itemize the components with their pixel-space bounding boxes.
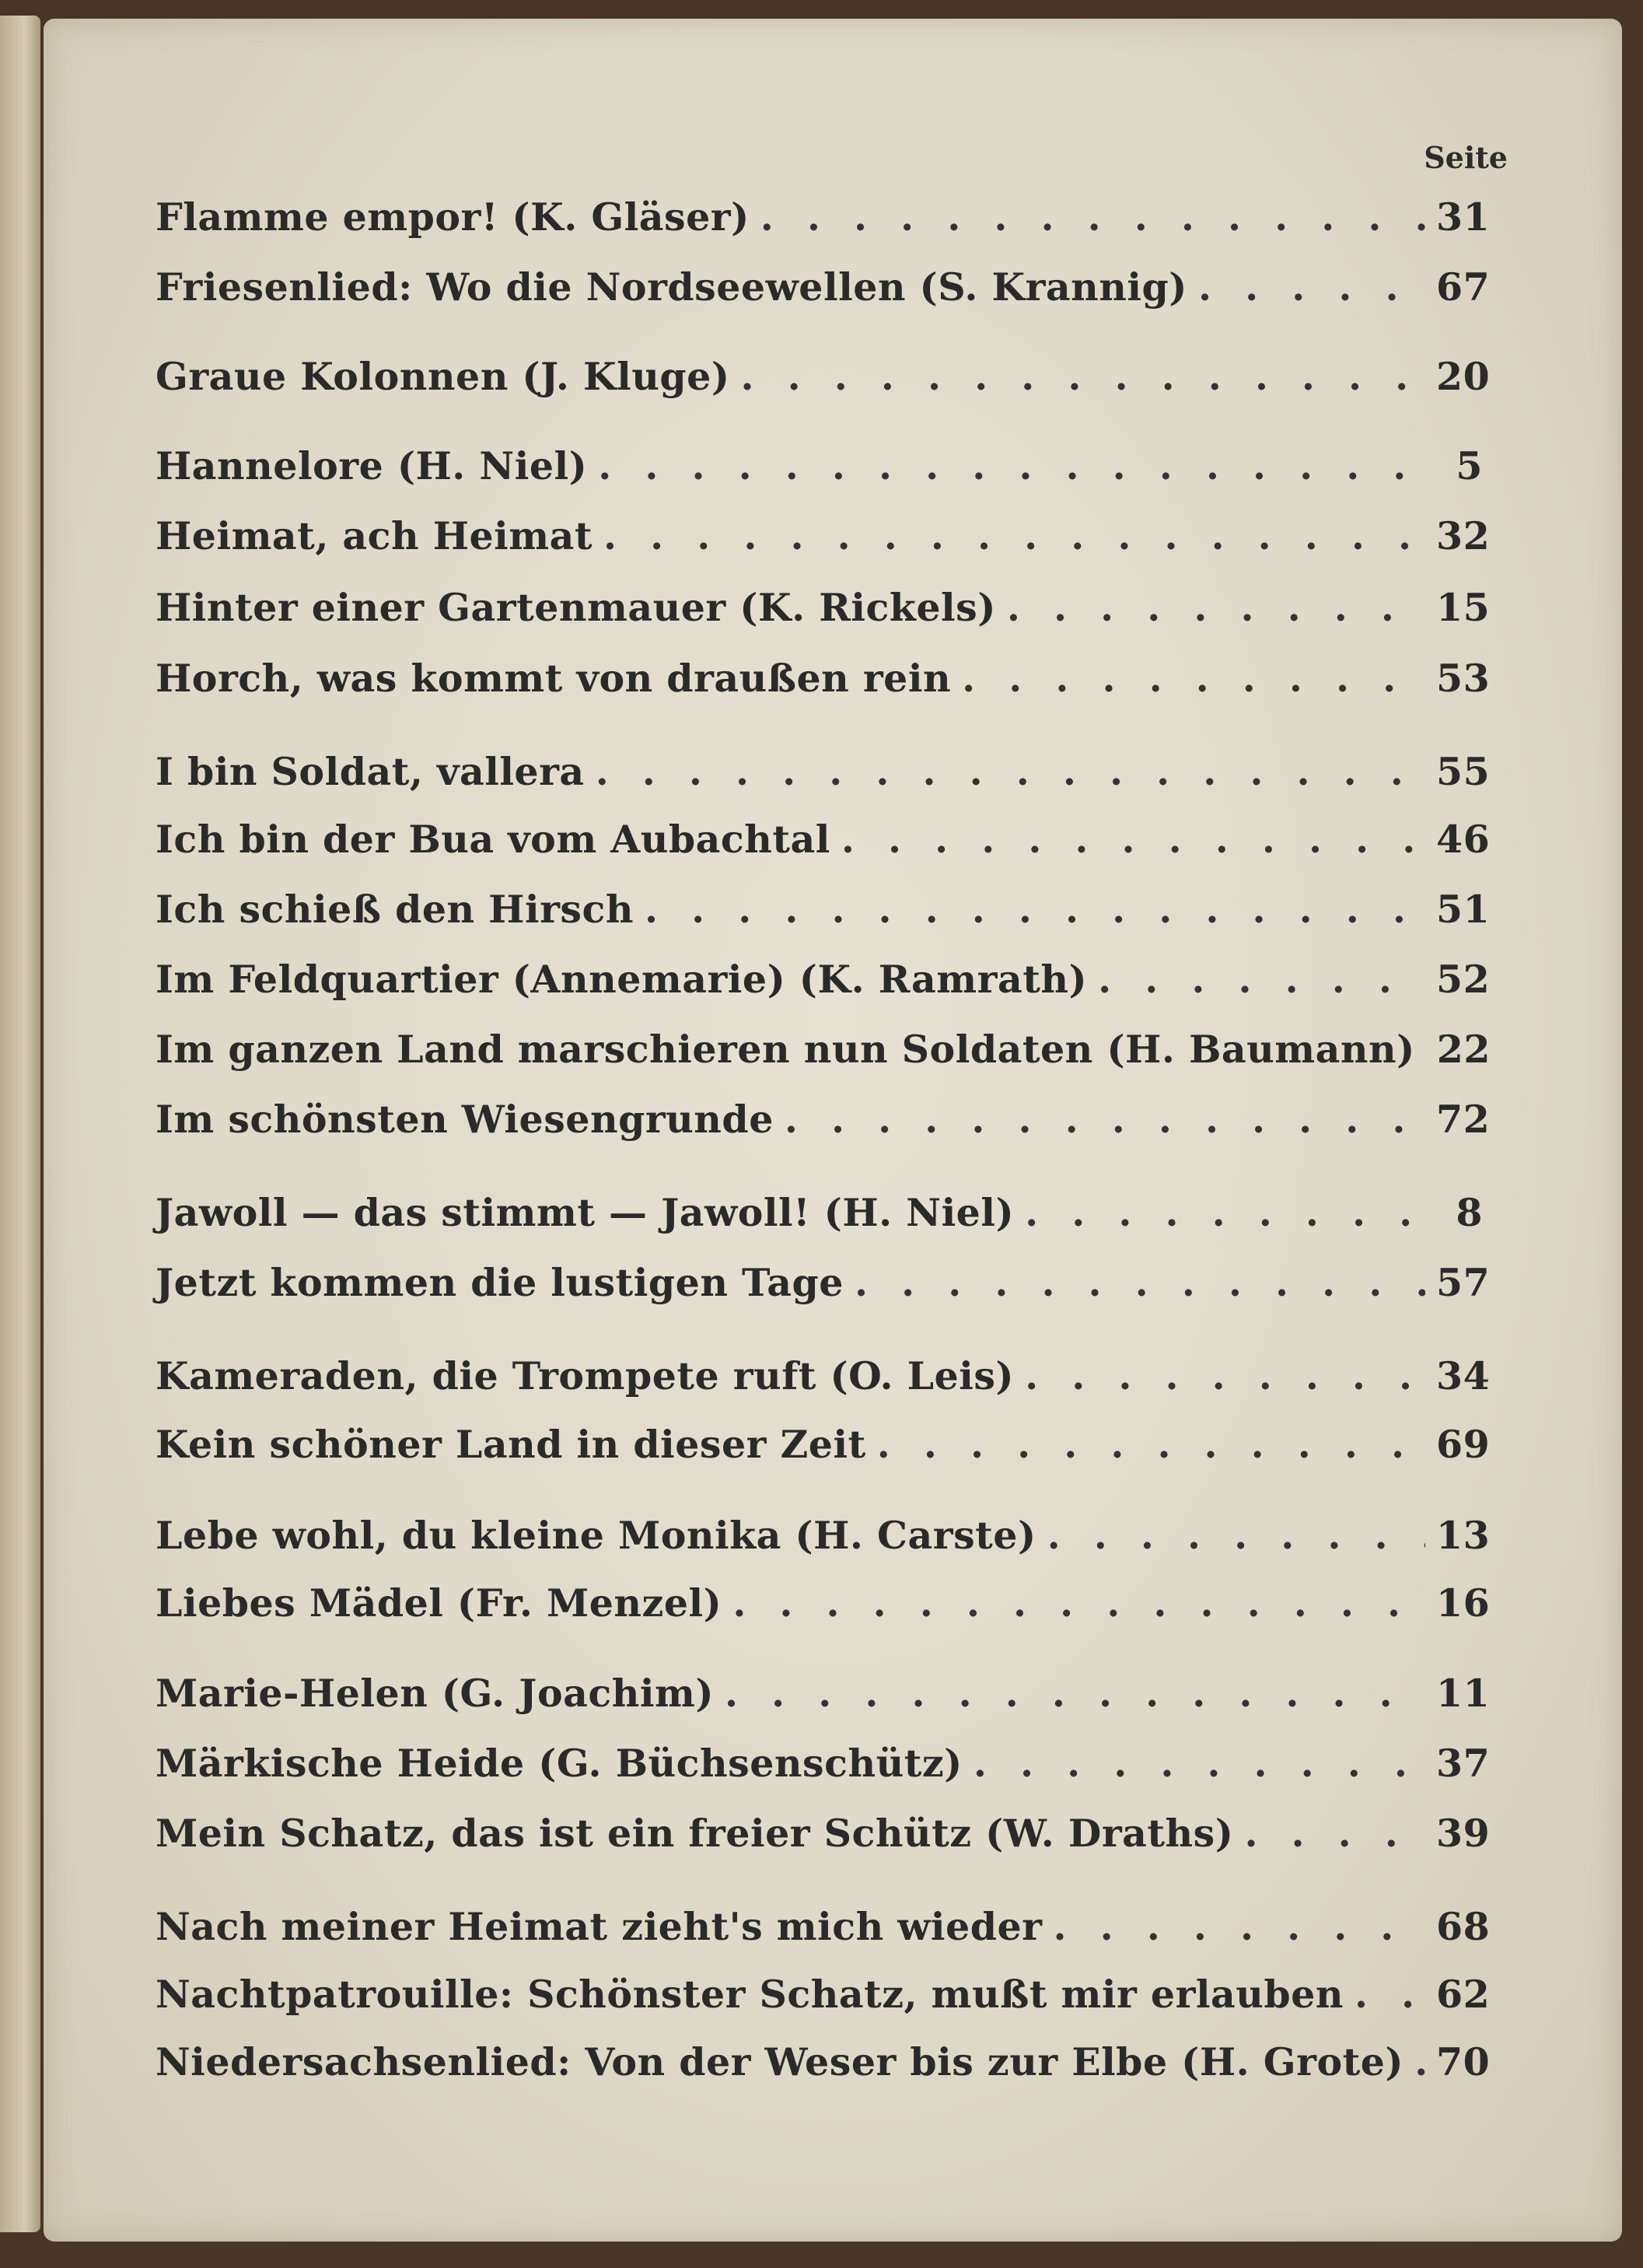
- index-entry: [156, 1513, 1491, 1559]
- index-entry: [156, 1027, 1491, 1073]
- song-title: I bin Soldat, vallera: [156, 749, 585, 794]
- song-title: Friesenlied: Wo die Nordseewellen (S. Krannig): [156, 264, 1187, 310]
- page-number: 67: [1436, 264, 1491, 310]
- index-entry: [156, 1741, 1491, 1787]
- index-entry: [156, 749, 1491, 796]
- song-title: Im Feldquartier (Annemarie) (K. Ramrath): [156, 957, 1088, 1002]
- index-entry: [156, 194, 1491, 241]
- song-title: Nach meiner Heimat zieht's mich wieder: [156, 1904, 1043, 1949]
- index-entry: [156, 887, 1491, 933]
- page-number: 8: [1456, 1190, 1483, 1235]
- song-title: Märkische Heide (G. Büchsenschütz): [156, 1741, 963, 1786]
- dot-leader: [603, 513, 1425, 558]
- song-title: Ich bin der Bua vom Aubachtal: [156, 817, 830, 862]
- song-title: Mein Schatz, das ist ein freier Schütz (W. Draths): [156, 1811, 1234, 1856]
- page-number: 52: [1436, 957, 1491, 1002]
- page-number: 16: [1436, 1580, 1491, 1626]
- page-column-header: Seite: [1424, 140, 1508, 175]
- dot-leader: [841, 817, 1425, 862]
- index-entry: [156, 957, 1491, 1003]
- index-entry: [156, 264, 1491, 311]
- song-title: Hinter einer Gartenmauer (K. Rickels): [156, 585, 996, 630]
- page-number: 22: [1436, 1027, 1491, 1072]
- dot-leader: [596, 749, 1425, 794]
- dot-leader: [785, 1097, 1425, 1142]
- page-number: 51: [1436, 887, 1491, 932]
- page-number: 20: [1436, 354, 1491, 399]
- dot-leader: [974, 1741, 1425, 1786]
- song-title: Flamme empor! (K. Gläser): [156, 194, 750, 240]
- song-title: Graue Kolonnen (J. Kluge): [156, 354, 730, 399]
- index-entry: [156, 1580, 1491, 1627]
- song-title: Hannelore (H. Niel): [156, 443, 588, 488]
- dot-leader: [877, 1422, 1425, 1467]
- song-title: Kein schöner Land in dieser Zeit: [156, 1422, 866, 1467]
- dot-leader: [1355, 1972, 1425, 2017]
- dot-leader: [1198, 264, 1425, 310]
- dot-leader: [760, 194, 1425, 240]
- index-entry: [156, 2039, 1491, 2086]
- page-number: 11: [1436, 1671, 1491, 1716]
- page-number: 39: [1436, 1811, 1491, 1856]
- page-number: 37: [1436, 1741, 1491, 1786]
- song-title: Jawoll — das stimmt — Jawoll! (H. Niel): [156, 1190, 1015, 1235]
- index-entry: [156, 354, 1491, 401]
- index-entry: [156, 1972, 1491, 2018]
- dot-leader: [1047, 1513, 1425, 1558]
- page-number: 31: [1436, 194, 1491, 240]
- page-number: 68: [1436, 1904, 1491, 1949]
- index-entry: [156, 1904, 1491, 1951]
- index-entry: [156, 1422, 1491, 1468]
- dot-leader: [1053, 1904, 1425, 1949]
- dot-leader: [1414, 2039, 1425, 2084]
- dot-leader: [725, 1671, 1425, 1716]
- song-title: Im ganzen Land marschieren nun Soldaten (H. Baumann): [156, 1027, 1415, 1072]
- dot-leader: [855, 1260, 1425, 1305]
- index-entry: [156, 1260, 1491, 1307]
- dot-leader: [732, 1580, 1425, 1626]
- dot-leader: [598, 443, 1425, 488]
- page-number: 69: [1436, 1422, 1491, 1467]
- left-page-edge: [0, 16, 40, 2232]
- dot-leader: [1098, 957, 1425, 1002]
- song-title: Lebe wohl, du kleine Monika (H. Carste): [156, 1513, 1036, 1558]
- index-entry: [156, 443, 1483, 490]
- song-title: Im schönsten Wiesengrunde: [156, 1097, 774, 1142]
- song-title: Heimat, ach Heimat: [156, 513, 593, 558]
- dot-leader: [1244, 1811, 1425, 1856]
- dot-leader: [741, 354, 1425, 399]
- index-entry: [156, 1811, 1491, 1857]
- page-number: 72: [1436, 1097, 1491, 1142]
- song-title: Ich schieß den Hirsch: [156, 887, 634, 932]
- index-entry: [156, 817, 1491, 863]
- index-entry: [156, 656, 1491, 702]
- page-number: 57: [1436, 1260, 1491, 1305]
- page-number: 62: [1436, 1972, 1491, 2017]
- page-number: 34: [1436, 1353, 1491, 1398]
- dot-leader: [645, 887, 1425, 932]
- index-entry: [156, 513, 1491, 560]
- index-entry: [156, 1097, 1491, 1143]
- page-number: 70: [1436, 2039, 1491, 2084]
- song-title: Horch, was kommt von draußen rein: [156, 656, 952, 701]
- page-number: 5: [1456, 443, 1483, 488]
- dot-leader: [962, 656, 1425, 701]
- page-number: 15: [1436, 585, 1491, 630]
- song-title: Liebes Mädel (Fr. Menzel): [156, 1580, 722, 1626]
- page-number: 13: [1436, 1513, 1491, 1558]
- index-entry: [156, 585, 1491, 632]
- dot-leader: [1007, 585, 1425, 630]
- song-title: Kameraden, die Trompete ruft (O. Leis): [156, 1353, 1015, 1398]
- index-entry: [156, 1353, 1491, 1400]
- index-entry: [156, 1671, 1491, 1717]
- page-number: 32: [1436, 513, 1491, 558]
- song-title: Jetzt kommen die lustigen Tage: [156, 1260, 844, 1305]
- page-number: 46: [1436, 817, 1491, 862]
- song-title: Nachtpatrouille: Schönster Schatz, mußt mir erlauben: [156, 1972, 1344, 2017]
- dot-leader: [1025, 1190, 1425, 1235]
- song-title: Marie-Helen (G. Joachim): [156, 1671, 715, 1716]
- page-number: 53: [1436, 656, 1491, 701]
- page-number: 55: [1436, 749, 1491, 794]
- dot-leader: [1025, 1353, 1425, 1398]
- song-title: Niedersachsenlied: Von der Weser bis zur Elbe (H. Grote): [156, 2039, 1404, 2084]
- index-entry: [156, 1190, 1483, 1237]
